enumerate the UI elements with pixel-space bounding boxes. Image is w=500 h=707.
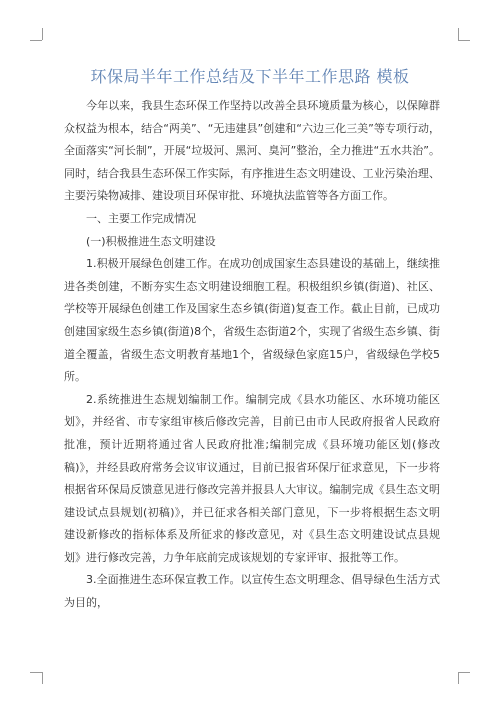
crop-mark-top-left-v [42,28,43,40]
crop-mark-top-right-v [458,28,459,40]
intro-paragraph: 今年以来，我县生态环保工作坚持以改善全县环境质量为核心，以保障群众权益为根本，结合“两美”、“无违建县”创建和“六边三化三美”等专项行动，全面落实“河长制”，开展“垃圾河、黑河、臭河”整治，全力推进“五水共治”。同时，结合我县生态环保工作实际，有序推进生态文明建设、工业污染治理、主要污染物减排、建设项目环保审批、环境执法监管等各方面工作。 [64,99,440,203]
crop-mark-bottom-right-v [458,672,459,684]
subsection-heading: (一)积极推进生态文明建设 [86,234,216,248]
crop-mark-top-right-h [458,40,470,41]
crop-mark-top-left-h [30,40,42,41]
document-body [64,95,440,615]
crop-mark-bottom-left-v [42,672,43,684]
document-title: 环保局半年工作总结及下半年工作思路 模板 [90,67,410,86]
paragraph-green-creation: 1.积极开展绿色创建工作。在成功创成国家生态县建设的基础上，继续推进各类创建，不断夯实生态文明建设细胞工程。积极组织乡镇(街道)、社区、学校等开展绿色创建工作及国家生态乡镇(街道)复查工作。截止目前，已成功创建国家级生态乡镇(街道)8个，省级生态街道2个，实现了省级生态乡镇、街道全覆盖，省级生态文明教育基地1个，省级绿色家庭15户，省级绿色学校5所。 [64,257,440,384]
crop-mark-bottom-right-h [458,672,470,673]
paragraph-planning: 2.系统推进生态规划编制工作。编制完成《县水功能区、水环境功能区划》，并经省、市专家组审核后修改完善，目前已由市人民政府报省人民政府批准，预计近期将通过省人民政府批准;编制完成《县环境功能区划(修改稿)》，并经县政府常务会议审议通过，目前已报省环保厅征求意见，下一步将根据省环保局反馈意见进行修改完善并报县人大审议。编制完成《县生态文明建设试点县规划(初稿)》，并已征求各相关部门意见，下一步将根据生态文明建设新修改的指标体系及所征求的修改意见，对《县生态文明建设试点县规划》进行修改完善，力争年底前完成该规划的专家评审、报批等工作。 [64,392,440,564]
paragraph-publicity: 3.全面推进生态环保宣教工作。以宣传生态文明理念、倡导绿色生活方式为目的， [64,573,440,610]
section-heading: 一、主要工作完成情况 [86,211,196,225]
crop-mark-bottom-left-h [30,672,42,673]
